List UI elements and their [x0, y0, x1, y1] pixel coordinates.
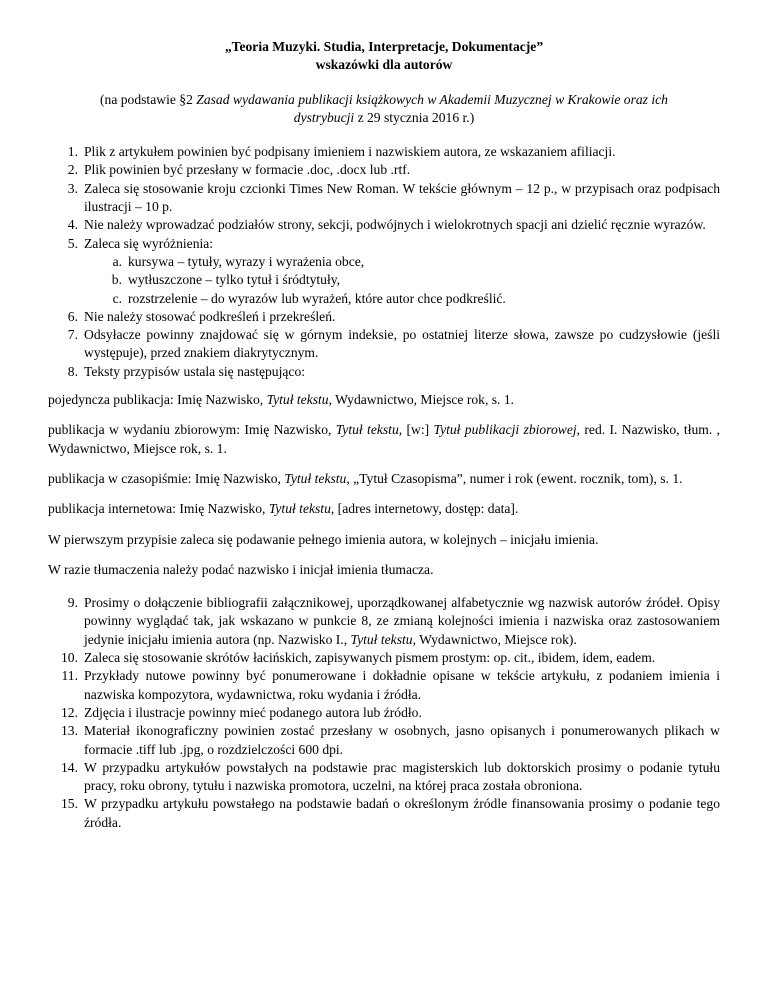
document-title: [48, 38, 720, 75]
subitem-letter: b.: [111, 272, 122, 288]
translation-rule: W razie tłumaczenia należy podać nazwisko i inicjał imienia tłumacza.: [48, 561, 434, 577]
list-item: [48, 667, 720, 704]
item-number: 9.: [67, 595, 78, 611]
guidelines-list-part-2: [48, 594, 720, 832]
item-text: Odsyłacze powinny znajdować się w górnym indeksie, po ostatniej literze słowa, zawsze po cudzysłowie (jeśli występuje), przed znakiem diakrytycznym.: [84, 327, 720, 361]
example-text: pojedyncza publikacja: Imię Nazwisko,: [48, 392, 267, 408]
list-item: [48, 308, 720, 326]
example-italic: Tytuł publikacji zbiorowej: [433, 422, 577, 438]
list-item: [48, 649, 720, 667]
list-item: [48, 704, 720, 722]
item-text: Przykłady nutowe powinny być ponumerowane i dokładnie opisane w tekście artykułu, z podaniem imienia i nazwiska kompozytora, wydawnictwa, roku wydania i źródła.: [84, 668, 720, 702]
item-number: 6.: [67, 308, 78, 324]
item-number: 2.: [67, 162, 78, 178]
example-text: publikacja w wydaniu zbiorowym: Imię Nazwisko,: [48, 422, 336, 438]
first-footnote-rule: W pierwszym przypisie zaleca się podawanie pełnego imienia autora, w kolejnych – inicjału imienia.: [48, 531, 599, 547]
list-item: [48, 363, 720, 381]
title-line-1: „Teoria Muzyki. Studia, Interpretacje, Dokumentacje”: [224, 39, 544, 54]
item-text: Zaleca się stosowanie skrótów łacińskich, zapisywanych pismem prostym: op. cit., ibidem, idem, eadem.: [84, 650, 656, 666]
example-text: , red. I. Nazwisko, tłum. , Wydawnictwo, Miejsce rok, s. 1.: [48, 422, 720, 456]
item-text: Plik powinien być przesłany w formacie .doc, .docx lub .rtf.: [84, 162, 411, 178]
item-number: 11.: [61, 668, 78, 684]
item-text: Materiał ikonograficzny powinien zostać przesłany w osobnych, jasno opisanych i ponumerowanych plikach w formacie .tiff lub .jpg, o rozdzielczości 600 dpi.: [84, 723, 720, 757]
list-item: [48, 594, 720, 649]
item-number: 15.: [61, 796, 78, 812]
item-text: Prosimy o dołączenie bibliografii załącznikowej, uporządkowanej alfabetycznie wg nazwisk autorów źródeł. Opisy powinny wyglądać tak, jak wskazano w punkcie 8, ze zmianą kolejności imienia i nazwiska oraz zastosowaniem jedynie inicjału imienia autora (np. Nazwisko I.,: [84, 595, 720, 647]
guidelines-list-part-1: [48, 143, 720, 381]
item-text: Zdjęcia i ilustracje powinny mieć podanego autora lub źródło.: [84, 704, 422, 720]
item-number: 14.: [61, 759, 78, 775]
example-single-publication: [48, 391, 720, 409]
source-note-suffix: z 29 stycznia 2016 r.): [354, 109, 475, 125]
sublist-item: [84, 253, 720, 271]
source-note: [48, 91, 720, 128]
example-text: , [adres internetowy, dostęp: data].: [330, 501, 519, 517]
item-number: 12.: [61, 704, 78, 720]
list-item: [48, 759, 720, 796]
example-journal-publication: [48, 470, 720, 488]
subitem-letter: a.: [112, 253, 122, 269]
list-item: [48, 180, 720, 217]
item-text: Zaleca się wyróżnienia:: [84, 235, 214, 251]
example-text: publikacja internetowa: Imię Nazwisko,: [48, 501, 269, 517]
subitem-text: kursywa – tytuły, wyrazy i wyrażenia obce,: [128, 253, 365, 269]
item-number: 5.: [67, 235, 78, 251]
item-text: W przypadku artykułów powstałych na podstawie prac magisterskich lub doktorskich prosimy o podanie tytułu pracy, roku obrony, tytułu i nazwiska promotora, uczelni, na której praca została obroniona.: [84, 759, 720, 794]
list-item: [48, 235, 720, 308]
item-text: , Wydawnictwo, Miejsce rok).: [412, 631, 577, 647]
example-italic: Tytuł tekstu: [335, 422, 399, 438]
list-item: [48, 722, 720, 759]
example-text: , [w:]: [398, 422, 434, 438]
sublist-item: [84, 290, 720, 308]
example-text: , „Tytuł Czasopisma”, numer i rok (ewent. rocznik, tom), s. 1.: [346, 470, 683, 486]
source-note-prefix: (na podstawie §2: [100, 91, 197, 107]
example-italic: Tytuł tekstu: [266, 392, 329, 408]
example-collective-publication: [48, 421, 720, 458]
source-note-italic: Zasad wydawania publikacji książkowych w Akademii Muzycznej w Krakowie oraz ich dystrybucji: [196, 91, 668, 125]
list-item: [48, 161, 720, 179]
item-number: 1.: [67, 144, 78, 160]
list-item: [48, 795, 720, 832]
example-text: publikacja w czasopiśmie: Imię Nazwisko,: [48, 470, 285, 486]
item-text: Nie należy stosować podkreśleń i przekreśleń.: [84, 308, 336, 324]
sublist-item: [84, 271, 720, 289]
item-italic: Tytuł tekstu: [350, 631, 413, 647]
example-italic: Tytuł tekstu: [284, 470, 347, 486]
subitem-text: rozstrzelenie – do wyrazów lub wyrażeń, które autor chce podkreślić.: [128, 290, 506, 306]
item-number: 13.: [61, 723, 78, 739]
example-internet-publication: [48, 500, 720, 518]
item-number: 3.: [67, 180, 78, 196]
item-text: Nie należy wprowadzać podziałów strony, sekcji, podwójnych i wielokrotnych spacji ani dzielić ręcznie wyrazów.: [84, 217, 706, 233]
item-number: 8.: [67, 363, 78, 379]
title-line-2: wskazówki dla autorów: [315, 57, 453, 73]
emphasis-sublist: [84, 253, 720, 308]
subitem-text: wytłuszczone – tylko tytuł i śródtytuły,: [128, 272, 341, 288]
item-number: 10.: [61, 650, 78, 666]
list-item: [48, 216, 720, 234]
subitem-letter: c.: [112, 290, 122, 306]
example-text: , Wydawnictwo, Miejsce rok, s. 1.: [328, 392, 515, 408]
example-italic: Tytuł tekstu: [268, 501, 331, 517]
list-item: [48, 326, 720, 363]
item-number: 4.: [67, 217, 78, 233]
item-text: Teksty przypisów ustala się następująco:: [84, 363, 306, 379]
item-number: 7.: [67, 327, 78, 343]
item-text: Plik z artykułem powinien być podpisany imieniem i nazwiskiem autora, ze wskazaniem afiliacji.: [84, 144, 616, 160]
item-text: W przypadku artykułu powstałego na podstawie badań o określonym źródle finansowania prosimy o podanie tego źródła.: [84, 796, 720, 830]
item-text: Zaleca się stosowanie kroju czcionki Times New Roman. W tekście głównym – 12 p., w przypisach oraz podpisach ilustracji – 10 p.: [84, 180, 720, 215]
list-item: [48, 143, 720, 161]
